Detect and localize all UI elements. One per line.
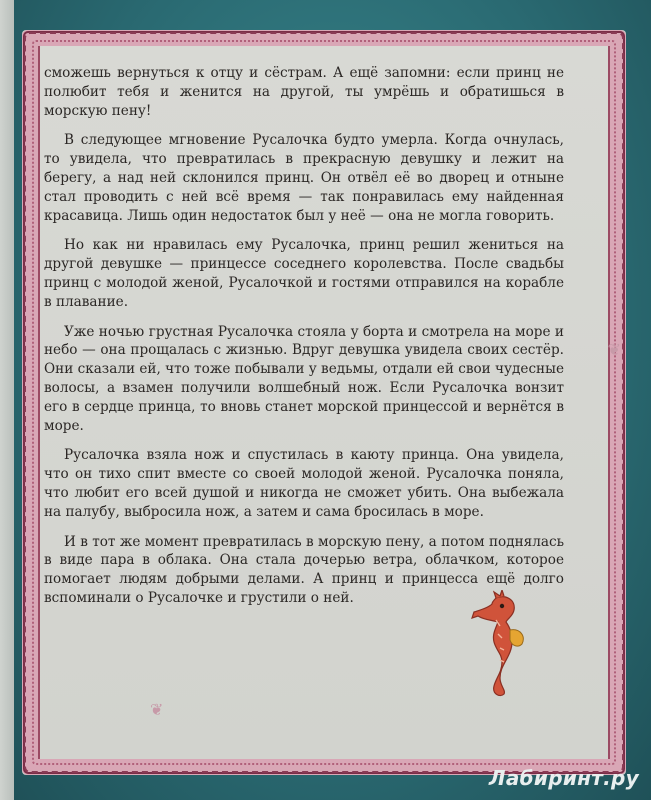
page-edge (0, 0, 14, 800)
shell-ornament-icon: ❦ (150, 700, 164, 719)
paragraph-2: В следующее мгновение Русалочка будто умерла. Когда очнулась, то увидела, что превратилась в прекрасную девушку и лежит на берегу, а над ней склонился принц. Он отвёл её во дворец и отныне стал проводить с ней всё время — так понравилась ему найденная красавица. Лишь один недостаток был у неё — она не могла говорить. (44, 132, 564, 224)
watermark-labirint: Лабиринт.ру (488, 766, 639, 790)
story-text (44, 64, 564, 619)
seahorse-icon (466, 590, 530, 700)
paragraph-6: И в тот же момент превратилась в морскую пену, а потом поднялась в виде пара в облака. Она стала дочерью ветра, облачком, которое помогает людям добрыми делами. А принц и принцесса ещё долго вспоминали о Русалочке и грустили о ней. (44, 533, 564, 606)
shell-ornament-icon: ❦ (607, 340, 621, 359)
paragraph-5: Русалочка взяла нож и спустилась в каюту принца. Она увидела, что он тихо спит вместе со своей молодой женой. Русалочка поняла, что любит его всей душой и никогда не сможет убить. Она выбежала на палубу, выбросила нож, а затем и сама бросилась в море. (44, 447, 564, 520)
paragraph-4: Уже ночью грустная Русалочка стояла у борта и смотрела на море и небо — она прощалась с жизнью. Вдруг девушка увидела своих сестёр. Они сказали ей, что тоже побывали у ведьмы, отдали ей свои чудесные волосы, а взамен получили волшебный нож. Если Русалочка вонзит его в сердце принца, то вновь станет морской принцессой и вернётся в море. (44, 323, 564, 434)
paragraph-3: Но как ни нравилась ему Русалочка, принц решил жениться на другой девушке — принцессе соседнего королевства. После свадьбы принц с молодой женой, Русалочкой и гостями отправился на корабле в плавание. (44, 237, 564, 310)
paragraph-1: сможешь вернуться к отцу и сёстрам. А ещё запомни: если принц не полюбит тебя и женится на другой, ты умрёшь и обратишься в морскую пену! (44, 65, 564, 119)
